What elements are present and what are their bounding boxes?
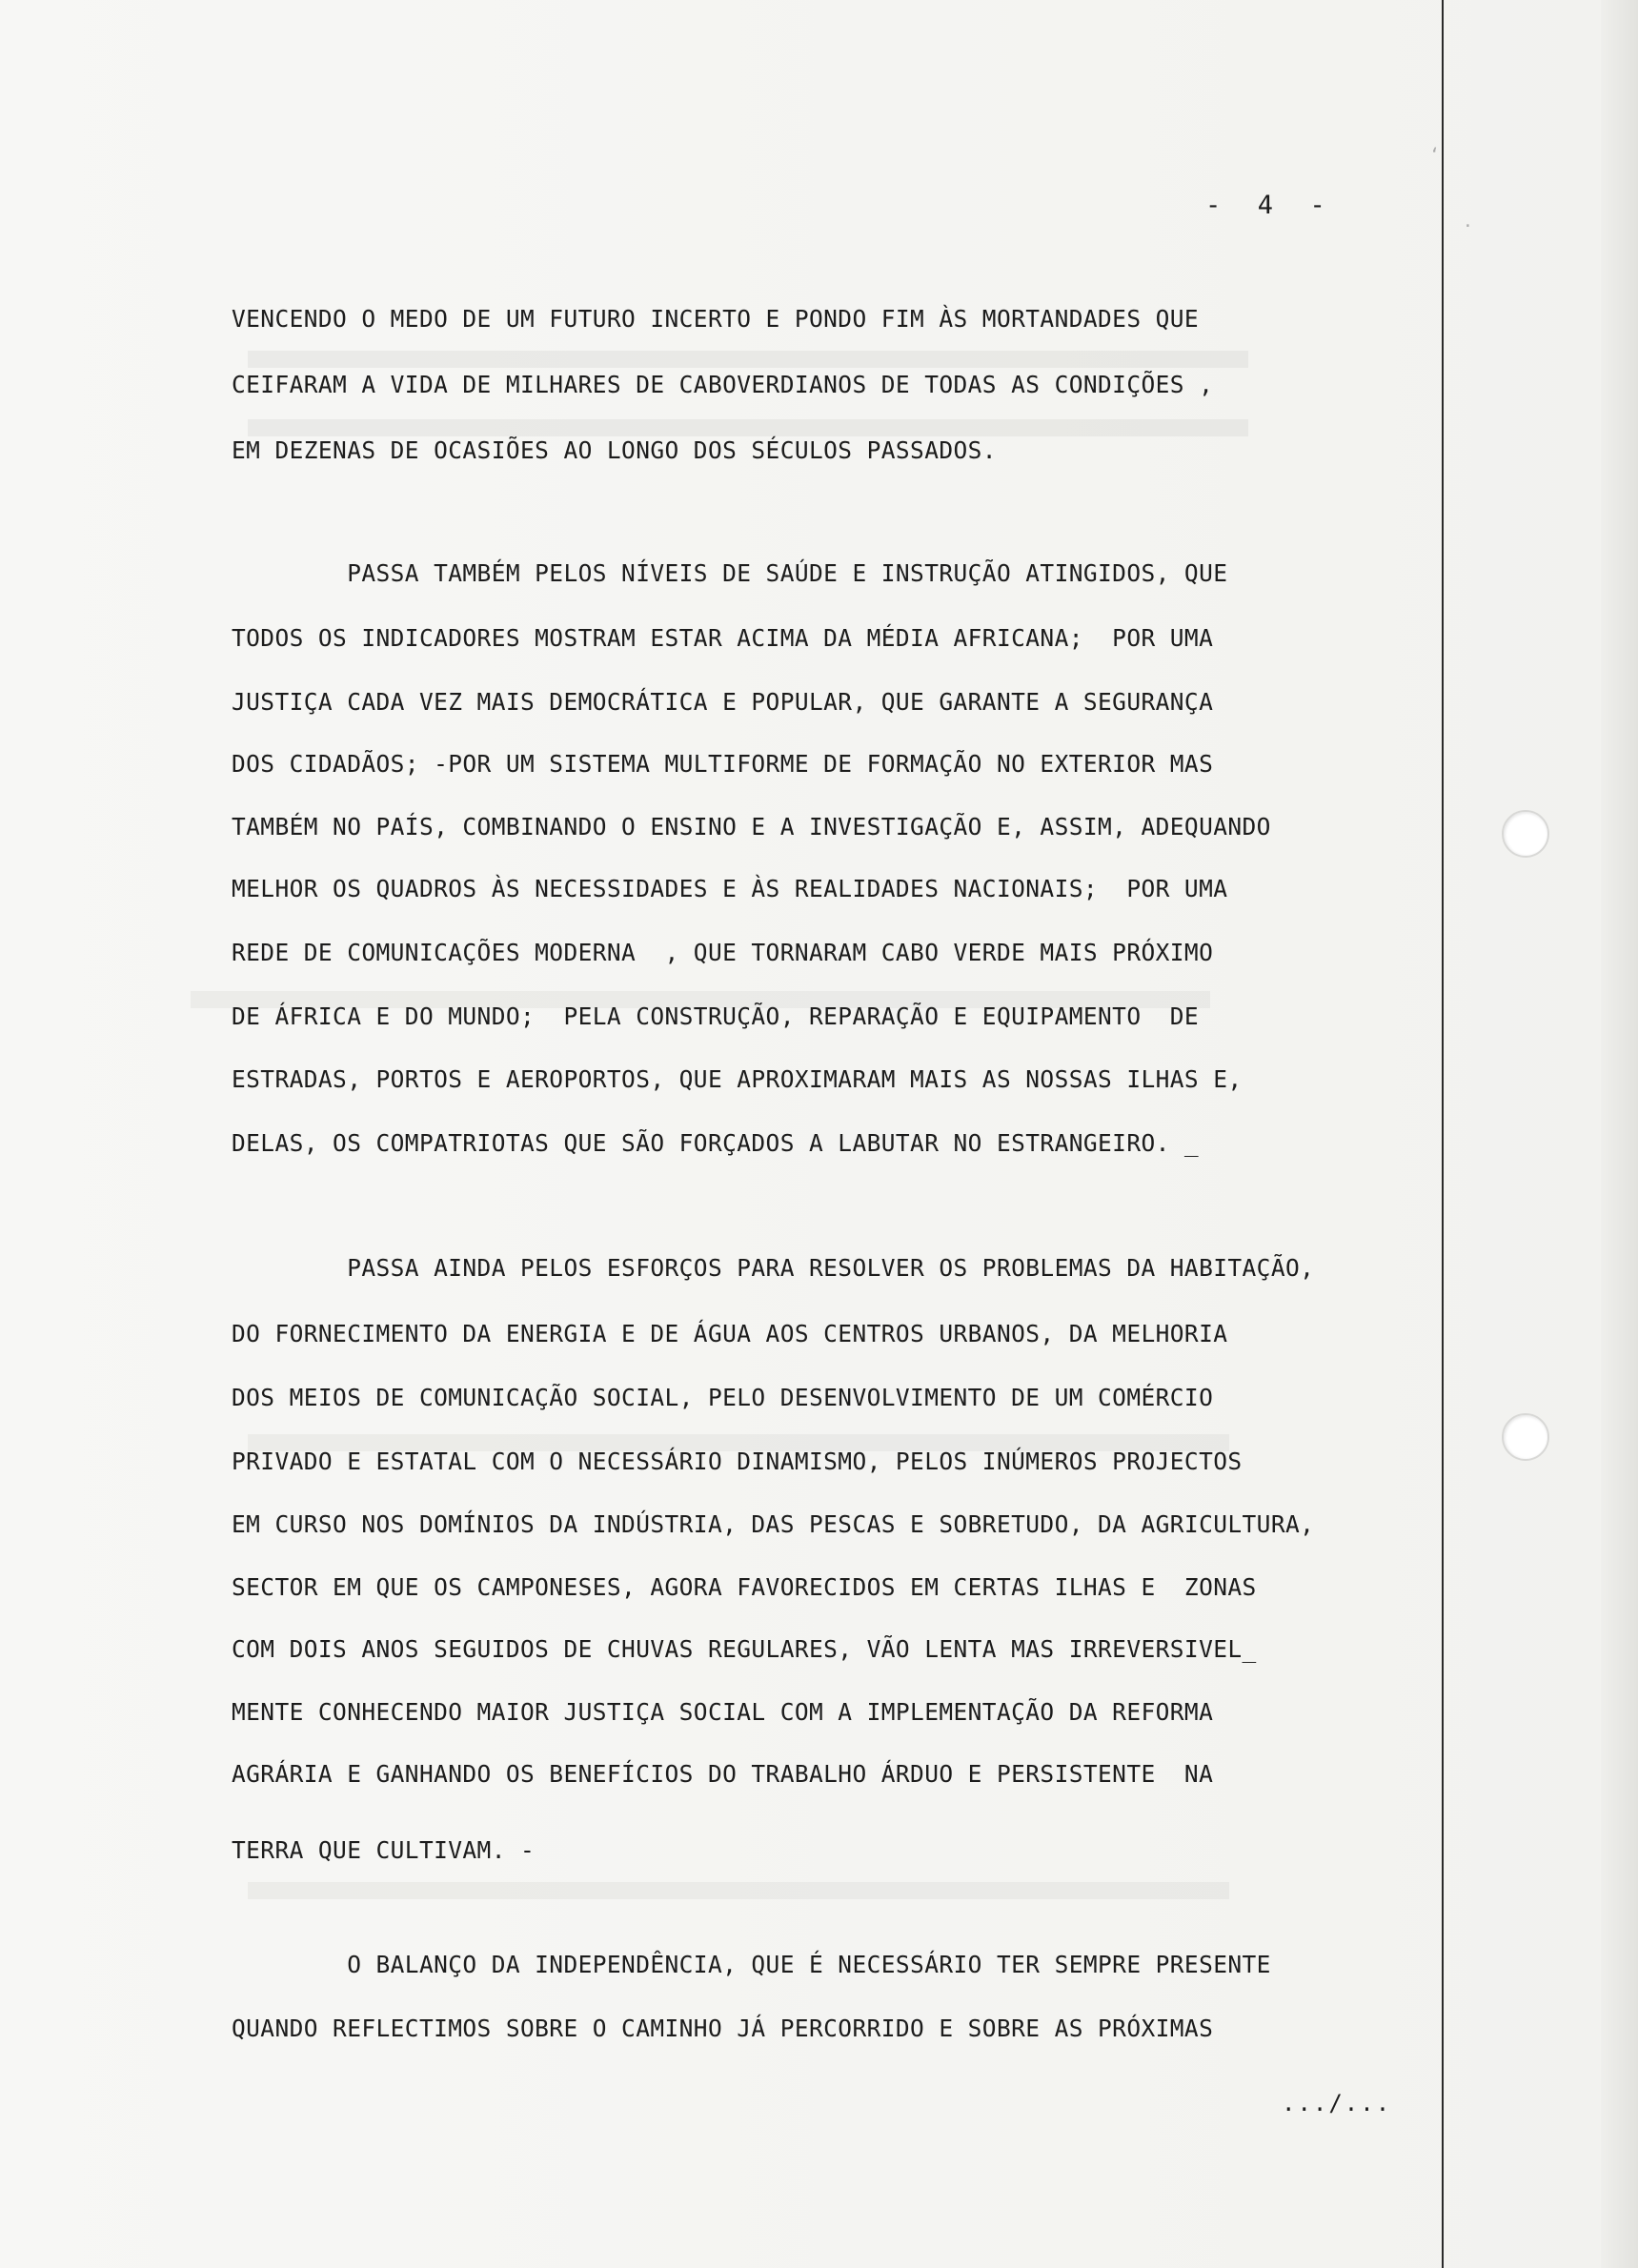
text-line: DELAS, OS COMPATRIOTAS QUE SÃO FORÇADOS A LABUTAR NO ESTRANGEIRO. _ [232, 1129, 1200, 1157]
text-line: AGRÁRIA E GANHANDO OS BENEFÍCIOS DO TRABALHO ÁRDUO E PERSISTENTE NA [232, 1760, 1214, 1788]
bleed-through [248, 1882, 1229, 1899]
text-line: QUANDO REFLECTIMOS SOBRE O CAMINHO JÁ PERCORRIDO E SOBRE AS PRÓXIMAS [232, 2015, 1214, 2042]
text-line: TAMBÉM NO PAÍS, COMBINANDO O ENSINO E A INVESTIGAÇÃO E, ASSIM, ADEQUANDO [232, 813, 1271, 840]
punch-hole-top [1502, 810, 1549, 858]
text-line: COM DOIS ANOS SEGUIDOS DE CHUVAS REGULARES, VÃO LENTA MAS IRREVERSIVEL_ [232, 1635, 1257, 1663]
text-line: DO FORNECIMENTO DA ENERGIA E DE ÁGUA AOS CENTROS URBANOS, DA MELHORIA [232, 1320, 1228, 1347]
text-line: PASSA AINDA PELOS ESFORÇOS PARA RESOLVER OS PROBLEMAS DA HABITAÇÃO, [232, 1254, 1315, 1282]
underlying-page-edge [1601, 0, 1638, 2268]
text-line: PASSA TAMBÉM PELOS NÍVEIS DE SAÚDE E INSTRUÇÃO ATINGIDOS, QUE [232, 559, 1228, 587]
text-line: ESTRADAS, PORTOS E AEROPORTOS, QUE APROXIMARAM MAIS AS NOSSAS ILHAS E, [232, 1065, 1243, 1093]
text-line: TERRA QUE CULTIVAM. - [232, 1836, 536, 1864]
page-edge-line [1442, 0, 1444, 2268]
text-line: CEIFARAM A VIDA DE MILHARES DE CABOVERDIANOS DE TODAS AS CONDIÇÕES , [232, 371, 1214, 398]
bleed-through [248, 351, 1248, 368]
text-line: PRIVADO E ESTATAL COM O NECESSÁRIO DINAMISMO, PELOS INÚMEROS PROJECTOS [232, 1448, 1243, 1475]
paper-speck: ‘ [1429, 145, 1440, 165]
text-line: SECTOR EM QUE OS CAMPONESES, AGORA FAVORECIDOS EM CERTAS ILHAS E ZONAS [232, 1573, 1257, 1601]
paper-speck: · [1463, 216, 1473, 236]
punch-hole-bottom [1502, 1413, 1549, 1461]
text-line: REDE DE COMUNICAÇÕES MODERNA , QUE TORNARAM CABO VERDE MAIS PRÓXIMO [232, 939, 1214, 966]
bleed-through [248, 419, 1248, 436]
text-line: DOS CIDADÃOS; -POR UM SISTEMA MULTIFORME DE FORMAÇÃO NO EXTERIOR MAS [232, 750, 1214, 778]
text-line: EM CURSO NOS DOMÍNIOS DA INDÚSTRIA, DAS PESCAS E SOBRETUDO, DA AGRICULTURA, [232, 1510, 1315, 1538]
text-line: TODOS OS INDICADORES MOSTRAM ESTAR ACIMA DA MÉDIA AFRICANA; POR UMA [232, 624, 1214, 652]
text-line: DE ÁFRICA E DO MUNDO; PELA CONSTRUÇÃO, REPARAÇÃO E EQUIPAMENTO DE [232, 1002, 1200, 1030]
text-line: O BALANÇO DA INDEPENDÊNCIA, QUE É NECESSÁRIO TER SEMPRE PRESENTE [232, 1951, 1271, 1978]
page-number: - 4 - [1205, 191, 1327, 220]
text-line: JUSTIÇA CADA VEZ MAIS DEMOCRÁTICA E POPULAR, QUE GARANTE A SEGURANÇA [232, 688, 1214, 716]
text-line: EM DEZENAS DE OCASIÕES AO LONGO DOS SÉCULOS PASSADOS. [232, 436, 997, 464]
text-line: MENTE CONHECENDO MAIOR JUSTIÇA SOCIAL COM A IMPLEMENTAÇÃO DA REFORMA [232, 1698, 1214, 1726]
continuation-mark: .../... [1282, 2090, 1392, 2116]
text-line: MELHOR OS QUADROS ÀS NECESSIDADES E ÀS REALIDADES NACIONAIS; POR UMA [232, 875, 1228, 902]
text-line: VENCENDO O MEDO DE UM FUTURO INCERTO E PONDO FIM ÀS MORTANDADES QUE [232, 305, 1200, 333]
text-line: DOS MEIOS DE COMUNICAÇÃO SOCIAL, PELO DESENVOLVIMENTO DE UM COMÉRCIO [232, 1384, 1214, 1411]
